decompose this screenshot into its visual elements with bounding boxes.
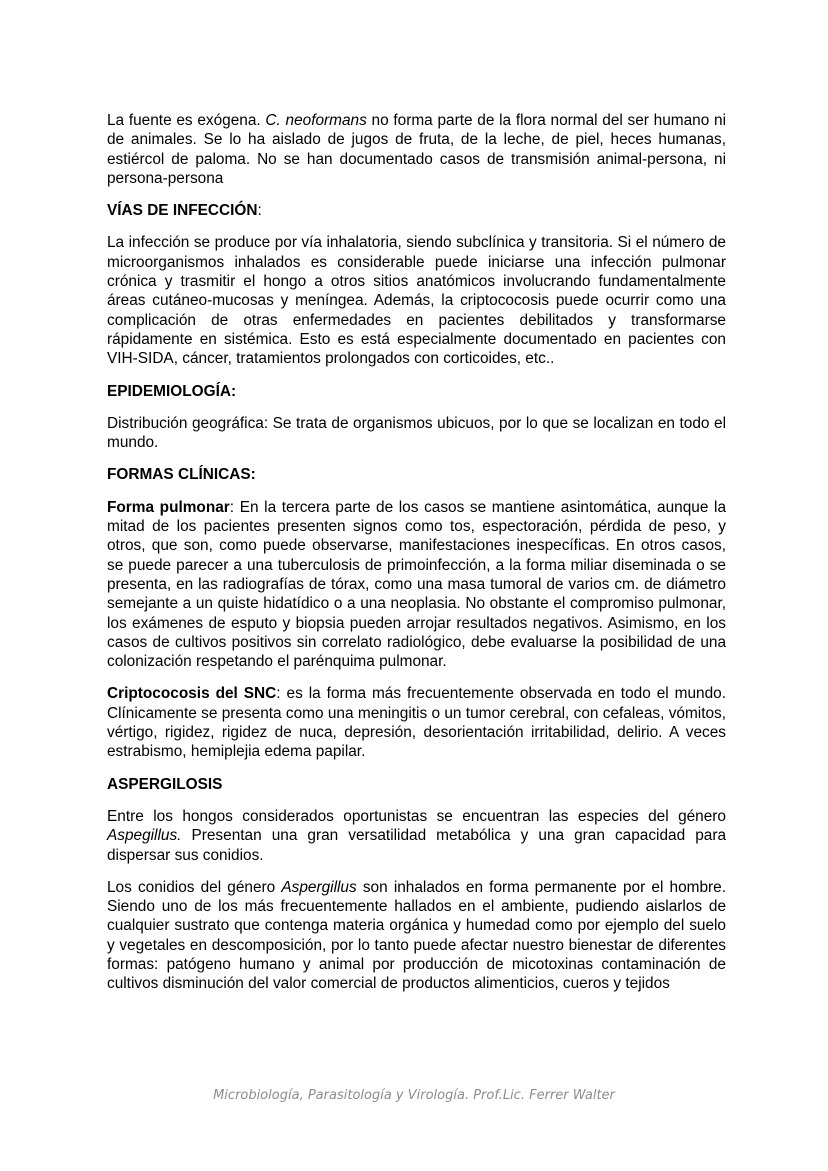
forma-pulmonar-lead: Forma pulmonar bbox=[107, 498, 230, 516]
aspergilosis-p1-text-cont: Presentan una gran versatilidad metabólica y una gran capacidad para dispersar sus conidios. bbox=[107, 827, 726, 864]
aspergilosis-heading: ASPERGILOSIS bbox=[107, 775, 223, 793]
aspergilosis-p2-text-cont: son inhalados en forma permanente por el hombre. Siendo uno de los más frecuentemente hallados en el ambiente, pudiendo aislarlos de cualquier sustrato que contenga materia orgánica y humedad como por ejemplo del suelo y vegetales en descomposición, por lo tanto puede afectar nuestro bienestar de diferentes formas: patógeno humano y animal por producción de micotoxinas contaminación de cultivos disminución del valor comercial de productos alimenticios, cueros y tejidos bbox=[107, 878, 726, 993]
aspergilosis-paragraph-2 bbox=[107, 878, 726, 994]
criptococosis-snc-text: : es la forma más frecuentemente observada en todo el mundo. Clínicamente se presenta como una meningitis o un tumor cerebral, con cefaleas, vómitos, vértigo, rigidez, rigidez de nuca, depresión, desorientación irritabilidad, delirio. A veces estrabismo, hemiplejia edema papilar. bbox=[107, 685, 726, 761]
formas-heading: FORMAS CLÍNICAS: bbox=[107, 466, 256, 484]
vias-heading-colon: : bbox=[257, 202, 262, 220]
intro-paragraph bbox=[107, 111, 726, 188]
intro-text-cont: no forma parte de la flora normal del ser humano ni de animales. Se lo ha aislado de jugos de fruta, de la leche, de piel, heces humanas, estiércol de paloma. No se han documentado casos de transmisión animal-persona, ni persona-persona bbox=[107, 112, 726, 187]
document-page bbox=[107, 111, 726, 1007]
species-name: C. neoformans bbox=[265, 112, 367, 129]
criptococosis-snc-lead: Criptococosis del SNC bbox=[107, 685, 277, 703]
epidemiologia-heading: EPIDEMIOLOGÍA: bbox=[107, 382, 237, 400]
genus-name: Aspegillus. bbox=[107, 827, 182, 845]
aspergilosis-p1-text: Entre los hongos considerados oportunistas se encuentran las especies del género bbox=[107, 807, 726, 825]
epidemiologia-paragraph: Distribución geográfica: Se trata de organismos ubicuos, por lo que se localizan en todo el mundo. bbox=[107, 414, 726, 452]
vias-heading-label: VÍAS DE INFECCIÓN bbox=[107, 202, 258, 220]
vias-paragraph: La infección se produce por vía inhalatoria, siendo subclínica y transitoria. Si el número de microorganismos inhalados es considerable puede iniciarse una infección pulmonar crónica y trasmitir el hongo a otros sitios anatómicos involucrando fundamentalmente áreas cutáneo-mucosas y meníngea. Además, la criptococosis puede ocurrir como una complicación de otras enfermedades en pacientes debilitados y transformarse rápidamente en sistémica. Esto es está especialmente documentado en pacientes con VIH-SIDA, cáncer, tratamientos prolongados con corticoides, etc.. bbox=[107, 234, 726, 368]
page-footer: Microbiología, Parasitología y Virología. Prof.Lic. Ferrer Walter bbox=[213, 1088, 615, 1103]
vias-heading bbox=[107, 201, 726, 220]
forma-pulmonar-text: : En la tercera parte de los casos se mantiene asintomática, aunque la mitad de los pacientes presenten signos como tos, espectoración, pérdida de peso, y otros, que son, como puede observarse, manifestaciones inespecíficas. En otros casos, se puede parecer a una tuberculosis de primoinfección, a la forma miliar diseminada o se presenta, en las radiografías de tórax, como una masa tumoral de varios cm. de diámetro semejante a un quiste hidatídico o a una neoplasia. No obstante el compromiso pulmonar, los exámenes de esputo y biopsia pueden arrojar resultados negativos. Asimismo, en los casos de cultivos positivos sin correlato radiológico, debe evaluarse la posibilidad de una colonización respetando el parénquima pulmonar. bbox=[107, 498, 727, 671]
genus-name: Aspergillus bbox=[281, 878, 357, 896]
criptococosis-snc-paragraph bbox=[107, 684, 726, 761]
aspergilosis-paragraph-1 bbox=[107, 807, 726, 865]
intro-text: La fuente es exógena. bbox=[107, 112, 266, 129]
aspergilosis-p2-text: Los conidios del género bbox=[107, 878, 282, 896]
forma-pulmonar-paragraph bbox=[107, 498, 726, 672]
